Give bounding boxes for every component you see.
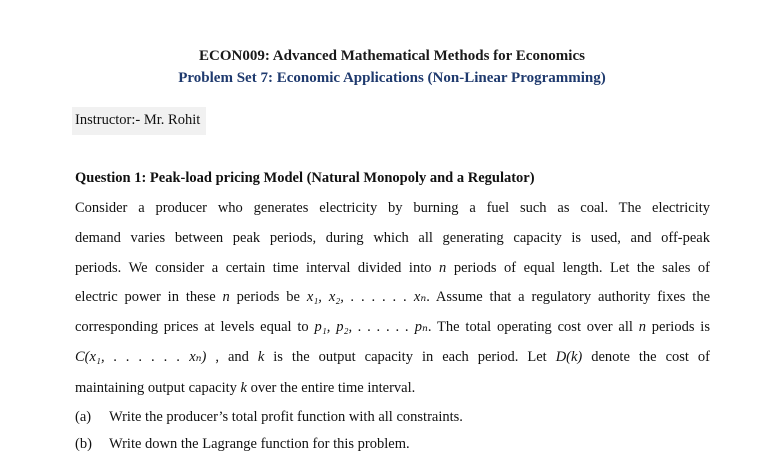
text-span: . The total operating cost over all xyxy=(427,319,639,335)
part-b-item xyxy=(75,434,710,454)
instructor-label: Instructor:- Mr. Rohit xyxy=(72,107,206,135)
course-title: ECON009: Advanced Mathematical Methods for Economics xyxy=(199,48,585,64)
text-span: denote the cost of xyxy=(582,349,710,365)
text-span: is the output capacity in each period. Let xyxy=(264,349,556,365)
part-b-text: Write down the Lagrange function for this problem. xyxy=(109,436,410,452)
problem-set-title: Problem Set 7: Economic Applications (Non-Linear Programming) xyxy=(178,70,606,86)
text-span: periods be xyxy=(229,289,307,305)
question-1-line-1: Consider a producer who generates electricity by burning a fuel such as coal. The electricity xyxy=(75,200,710,216)
question-1-line-4 xyxy=(75,287,710,307)
math-capacity-cost: D(k) xyxy=(555,349,583,365)
question-1-line-6 xyxy=(75,347,710,367)
question-1-heading: Question 1: Peak-load pricing Model (Natural Monopoly and a Regulator) xyxy=(75,170,535,186)
text-span: electric power in these xyxy=(75,289,223,305)
part-b-label: (b) xyxy=(75,436,92,452)
question-1-line-2: demand varies between peak periods, during which all generating capacity is used, and off-peak xyxy=(75,230,710,246)
part-a-label: (a) xyxy=(75,409,92,425)
math-n: n xyxy=(638,319,646,335)
math-sales-variables: x₁, x₂, . . . . . . xₙ xyxy=(306,289,427,305)
math-n: n xyxy=(222,289,230,305)
text-span: periods is xyxy=(645,319,710,335)
text-span: . Assume that a regulatory authority fixes the xyxy=(426,289,711,305)
text-span: over the entire time interval. xyxy=(246,380,416,396)
text-span: corresponding prices at levels equal to xyxy=(75,319,315,335)
math-price-variables: p₁, p₂, . . . . . . pₙ xyxy=(314,319,428,335)
math-k: k xyxy=(257,349,265,365)
math-k: k xyxy=(240,380,247,396)
part-a-text: Write the producer’s total profit function with all constraints. xyxy=(109,409,463,425)
text-span: periods. We consider a certain time interval divided into xyxy=(75,260,440,276)
text-span: maintaining output capacity xyxy=(75,380,241,396)
text-span: , and xyxy=(206,349,258,365)
question-1-line-5 xyxy=(75,317,710,337)
part-a-item xyxy=(75,407,710,427)
math-n: n xyxy=(439,260,447,276)
question-1-line-7 xyxy=(75,378,710,398)
math-cost-function: C(x₁, . . . . . . xₙ) xyxy=(75,349,207,365)
question-1-line-3 xyxy=(75,258,710,278)
text-span: periods of equal length. Let the sales of xyxy=(446,260,710,276)
